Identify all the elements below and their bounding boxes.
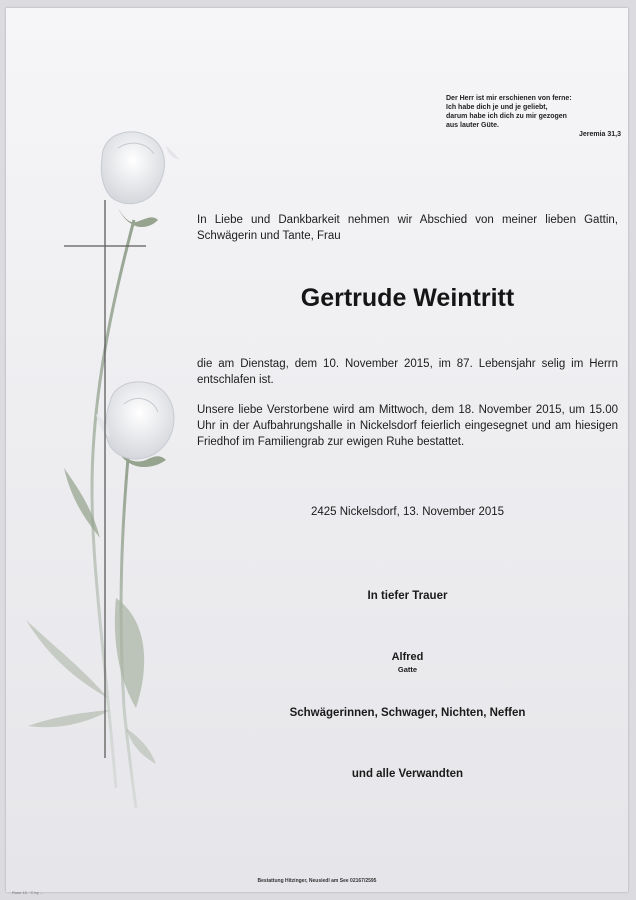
- upper-stem: [92, 220, 134, 788]
- undertaker-footer: Bestattung Hitzinger, Neusiedl am See 02167/2595: [257, 878, 377, 884]
- verse-line: darum habe ich dich zu mir gezogen: [446, 113, 567, 120]
- verse-line: aus lauter Güte.: [446, 122, 499, 129]
- verse-line: Ich habe dich je und je geliebt,: [446, 104, 548, 111]
- relatives-line: Schwägerinnen, Schwager, Nichten, Neffen: [289, 707, 526, 719]
- relatives-line-2: und alle Verwandten: [351, 768, 464, 780]
- funeral-paragraph: Unsere liebe Verstorbene wird am Mittwoch, dem 18. November 2015, um 15.00 Uhr in der Aufbahrungshalle in Nickelsdorf feierlich eingesegnet und am hiesigen Friedhof im Familiengrab zur ewigen Ruhe bestattet.: [197, 404, 618, 448]
- verse-reference: Jeremia 31,3: [578, 131, 621, 138]
- bible-verse: [446, 94, 621, 139]
- mourning-phrase: In tiefer Trauer: [367, 590, 448, 602]
- place-date: 2425 Nickelsdorf, 13. November 2015: [310, 506, 505, 518]
- leaf: [64, 468, 100, 538]
- verse-line: Der Herr ist mir erschienen von ferne:: [446, 95, 572, 102]
- sepal: [118, 208, 158, 227]
- deceased-name: Gertrude Weintritt: [300, 284, 515, 312]
- intro-text: In Liebe und Dankbarkeit nehmen wir Abschied von meiner lieben Gattin, Schwägerin und Tante, Frau: [197, 214, 618, 242]
- leaf: [115, 598, 144, 708]
- death-paragraph: die am Dienstag, dem 10. November 2015, im 87. Lebensjahr selig im Herrn entschlafen ist.: [197, 358, 618, 386]
- leaf: [26, 620, 108, 698]
- leaf: [28, 710, 110, 727]
- lower-rose-bloom: [105, 382, 174, 459]
- corner-note: Rose 15 · © by ...: [12, 890, 44, 895]
- signer-role: Gatte: [397, 665, 418, 674]
- rose-and-cross-illustration: [6, 8, 628, 892]
- obituary-sheet: [6, 8, 628, 895]
- signer-name: Alfred: [391, 651, 424, 663]
- upper-rose-bud: [101, 132, 164, 204]
